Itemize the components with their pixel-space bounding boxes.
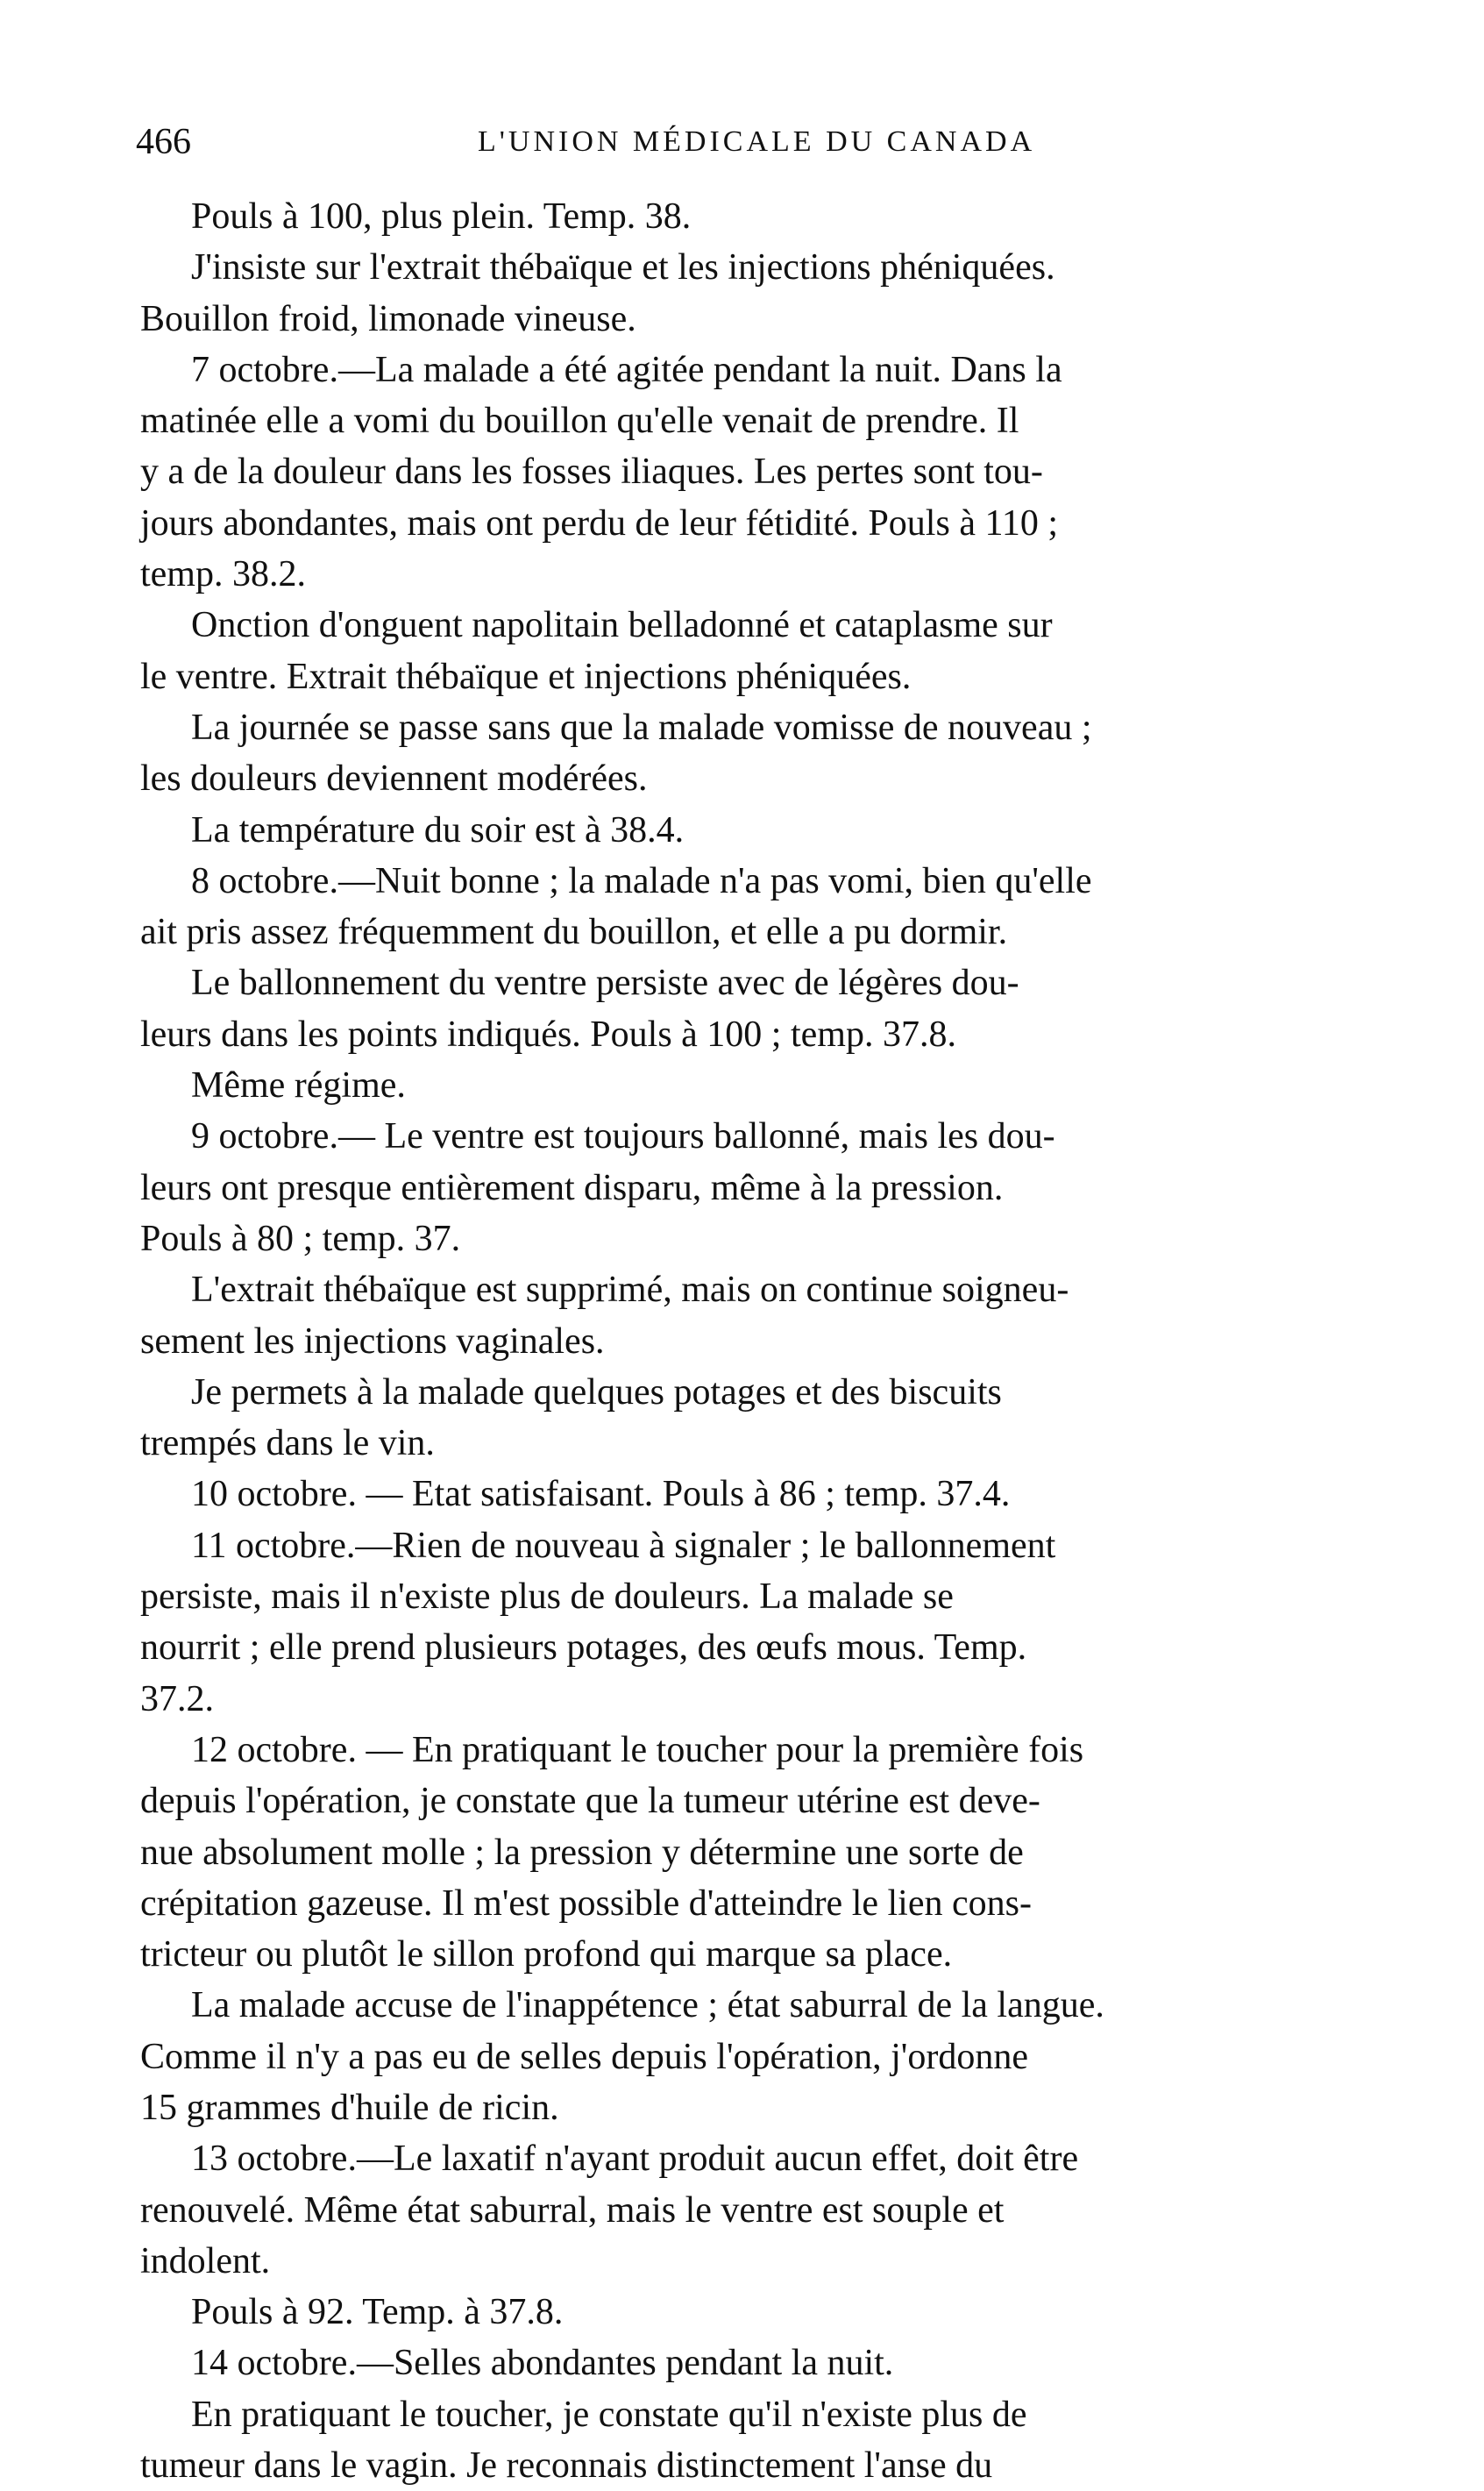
- text-line-content: leurs ont presque entièrement disparu, même à la pression.: [140, 1167, 1004, 1208]
- text-line-content: J'insiste sur l'extrait thébaïque et les injections phéniquées.: [191, 247, 1055, 288]
- text-line-content: Bouillon froid, limonade vineuse.: [140, 298, 636, 339]
- text-line: [140, 1878, 1411, 1929]
- text-line-content: trempés dans le vin.: [140, 1423, 435, 1464]
- text-line: [140, 1367, 1411, 1418]
- text-line: [140, 1264, 1411, 1315]
- text-line: [140, 242, 1411, 293]
- text-line-content: 37.2.: [140, 1678, 214, 1719]
- text-line-content: Même régime.: [191, 1065, 406, 1107]
- text-line-content: tricteur ou plutôt le sillon profond qui marque sa place.: [140, 1934, 953, 1975]
- text-line-content: persiste, mais il n'existe plus de douleurs. La malade se: [140, 1576, 954, 1618]
- text-line-content: les douleurs deviennent modérées.: [140, 758, 648, 800]
- text-line: [140, 1929, 1411, 1980]
- text-line: [140, 345, 1411, 395]
- text-line-content: La température du soir est à 38.4.: [191, 809, 685, 850]
- text-line: [140, 651, 1411, 702]
- text-line: [140, 2287, 1411, 2338]
- text-line: [140, 805, 1411, 856]
- text-line-content: le ventre. Extrait thébaïque et injections phéniquées.: [140, 656, 912, 697]
- text-line-content: 13 octobre.—Le laxatif n'ayant produit aucun effet, doit être: [191, 2139, 1079, 2180]
- text-line-content: Onction d'onguent napolitain belladonné et cataplasme sur: [191, 605, 1053, 646]
- text-line-content: La journée se passe sans que la malade vomisse de nouveau ;: [191, 707, 1092, 748]
- text-line-content: temp. 38.2.: [140, 554, 306, 595]
- text-line-content: matinée elle a vomi du bouillon qu'elle venait de prendre. Il: [140, 401, 1019, 442]
- text-line: [140, 1111, 1411, 1162]
- text-line: [140, 1213, 1411, 1264]
- text-line-content: ait pris assez fréquemment du bouillon, et elle a pu dormir.: [140, 912, 1008, 953]
- text-line: [140, 1622, 1411, 1673]
- text-line-content: Comme il n'y a pas eu de selles depuis l'opération, j'ordonne: [140, 2036, 1028, 2077]
- text-line-content: 7 octobre.—La malade a été agitée pendant la nuit. Dans la: [191, 349, 1062, 390]
- text-line-content: 9 octobre.— Le ventre est toujours ballonné, mais les dou-: [191, 1116, 1055, 1157]
- text-line-content: En pratiquant le toucher, je constate qu'il n'existe plus de: [191, 2394, 1027, 2435]
- text-line: [140, 753, 1411, 804]
- text-line: [140, 1674, 1411, 1725]
- text-line: [140, 2032, 1411, 2082]
- text-line-content: renouvelé. Même état saburral, mais le ventre est souple et: [140, 2189, 1005, 2231]
- text-line-content: 11 octobre.—Rien de nouveau à signaler ; le ballonnement: [191, 1525, 1056, 1566]
- text-line: [140, 856, 1411, 907]
- running-title: L'UNION MÉDICALE DU CANADA: [478, 125, 1036, 158]
- text-line: [140, 600, 1411, 651]
- text-line: [140, 1980, 1411, 2031]
- text-line-content: Le ballonnement du ventre persiste avec de légères dou-: [191, 963, 1019, 1004]
- text-line: [140, 1163, 1411, 1213]
- text-line-content: 15 grammes d'huile de ricin.: [140, 2087, 559, 2128]
- text-line: [140, 702, 1411, 753]
- page-number: 466: [136, 122, 191, 162]
- text-line: [140, 1776, 1411, 1826]
- text-line-content: depuis l'opération, je constate que la tumeur utérine est deve-: [140, 1781, 1040, 1822]
- text-line-content: 8 octobre.—Nuit bonne ; la malade n'a pas vomi, bien qu'elle: [191, 860, 1092, 901]
- page-header: [136, 116, 1407, 168]
- text-line: [140, 191, 1411, 242]
- text-line-content: indolent.: [140, 2240, 271, 2281]
- text-line-content: Pouls à 92. Temp. à 37.8.: [191, 2292, 564, 2333]
- text-line: [140, 907, 1411, 957]
- text-line-content: y a de la douleur dans les fosses iliaques. Les pertes sont tou-: [140, 452, 1043, 493]
- text-line: [140, 549, 1411, 600]
- text-line: [140, 1725, 1411, 1776]
- text-line: [140, 1827, 1411, 1878]
- text-line: [140, 1060, 1411, 1111]
- text-line: [140, 2338, 1411, 2388]
- text-line-content: sement les injections vaginales.: [140, 1320, 605, 1362]
- text-line: [140, 294, 1411, 345]
- text-line-content: Pouls à 100, plus plein. Temp. 38.: [191, 196, 692, 237]
- text-line-content: jours abondantes, mais ont perdu de leur fétidité. Pouls à 110 ;: [140, 502, 1059, 544]
- text-line: [140, 498, 1411, 549]
- text-line: [140, 395, 1411, 446]
- text-line: [140, 2389, 1411, 2440]
- text-line-content: leurs dans les points indiqués. Pouls à 100 ; temp. 37.8.: [140, 1014, 956, 1055]
- text-line-content: La malade accuse de l'inappétence ; état saburral de la langue.: [191, 1985, 1104, 2026]
- text-line: [140, 2133, 1411, 2184]
- text-line: [140, 1469, 1411, 1520]
- text-line-content: Je permets à la malade quelques potages et des biscuits: [191, 1371, 1002, 1413]
- text-line: [140, 1418, 1411, 1469]
- text-line: [140, 1009, 1411, 1060]
- body-text: [140, 191, 1411, 2491]
- text-line: [140, 957, 1411, 1008]
- text-line: [140, 2440, 1411, 2491]
- text-line: [140, 1571, 1411, 1622]
- text-line-content: crépitation gazeuse. Il m'est possible d'atteindre le lien cons-: [140, 1882, 1032, 1924]
- text-line-content: tumeur dans le vagin. Je reconnais distinctement l'anse du: [140, 2445, 993, 2487]
- text-line: [140, 446, 1411, 497]
- text-line-content: 14 octobre.—Selles abondantes pendant la nuit.: [191, 2343, 894, 2384]
- text-line-content: 12 octobre. — En pratiquant le toucher pour la première fois: [191, 1729, 1084, 1770]
- text-line: [140, 2236, 1411, 2287]
- text-line-content: nue absolument molle ; la pression y détermine une sorte de: [140, 1832, 1024, 1873]
- text-line: [140, 2082, 1411, 2133]
- text-line-content: nourrit ; elle prend plusieurs potages, des œufs mous. Temp.: [140, 1627, 1027, 1669]
- text-line-content: 10 octobre. — Etat satisfaisant. Pouls à 86 ; temp. 37.4.: [191, 1474, 1011, 1515]
- text-line-content: L'extrait thébaïque est supprimé, mais on continue soigneu-: [191, 1270, 1069, 1311]
- text-line: [140, 2185, 1411, 2236]
- text-line: [140, 1316, 1411, 1367]
- text-line-content: Pouls à 80 ; temp. 37.: [140, 1218, 461, 1259]
- text-line: [140, 1520, 1411, 1571]
